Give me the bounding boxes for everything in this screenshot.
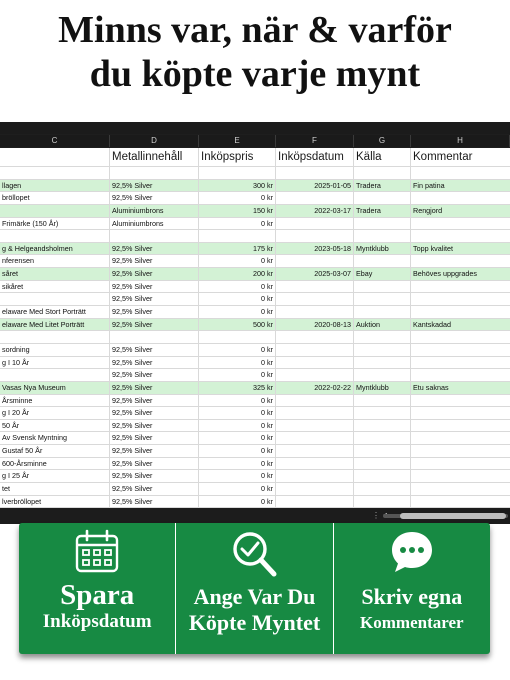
table-row bbox=[0, 470, 510, 483]
table-row bbox=[0, 395, 510, 408]
feature-subtitle: Inköpsdatum bbox=[42, 611, 152, 632]
table-row bbox=[0, 192, 510, 205]
table-row bbox=[0, 293, 510, 306]
table-cell[interactable]: Auktion bbox=[354, 319, 411, 331]
table-cell[interactable]: 0 kr bbox=[199, 369, 276, 381]
table-cell[interactable]: g I 10 År bbox=[0, 357, 110, 369]
table-cell[interactable]: 92,5% Silver bbox=[110, 395, 199, 407]
table-cell[interactable] bbox=[354, 432, 411, 444]
table-cell[interactable] bbox=[276, 395, 354, 407]
table-cell[interactable]: 92,5% Silver bbox=[110, 496, 199, 508]
table-cell[interactable]: Myntklubb bbox=[354, 243, 411, 255]
table-cell[interactable]: 0 kr bbox=[199, 293, 276, 305]
table-cell[interactable]: 2025-03-07 bbox=[276, 268, 354, 280]
table-row bbox=[0, 306, 510, 319]
feature-comments bbox=[333, 523, 490, 654]
table-cell[interactable] bbox=[276, 281, 354, 293]
table-cell[interactable] bbox=[0, 369, 110, 381]
table-row bbox=[0, 243, 510, 256]
table-row bbox=[0, 205, 510, 218]
table-cell[interactable] bbox=[354, 458, 411, 470]
table-cell[interactable]: 2025-01-05 bbox=[276, 180, 354, 192]
table-cell[interactable]: 0 kr bbox=[199, 395, 276, 407]
table-cell[interactable] bbox=[276, 369, 354, 381]
table-row bbox=[0, 344, 510, 357]
table-cell[interactable]: 92,5% Silver bbox=[110, 180, 199, 192]
table-cell[interactable]: 325 kr bbox=[199, 382, 276, 394]
table-cell[interactable] bbox=[411, 281, 510, 293]
table-cell[interactable] bbox=[411, 192, 510, 204]
features-banner bbox=[19, 523, 490, 654]
table-row bbox=[0, 445, 510, 458]
header-cell[interactable]: Metallinnehåll bbox=[110, 148, 199, 166]
table-cell[interactable]: 200 kr bbox=[199, 268, 276, 280]
table-cell[interactable] bbox=[354, 306, 411, 318]
table-cell[interactable]: 0 kr bbox=[199, 255, 276, 267]
table-cell[interactable]: 150 kr bbox=[199, 205, 276, 217]
feature-title: Spara bbox=[60, 579, 135, 611]
feature-subtitle: Kommentarer bbox=[360, 613, 464, 632]
table-cell[interactable]: Topp kvalitet bbox=[413, 243, 453, 253]
feature-save-date bbox=[19, 523, 175, 654]
table-cell[interactable]: 92,5% Silver bbox=[110, 306, 199, 318]
table-cell[interactable] bbox=[411, 230, 510, 242]
table-cell[interactable] bbox=[276, 357, 354, 369]
scrollbar-thumb[interactable] bbox=[400, 513, 506, 519]
table-cell[interactable] bbox=[276, 407, 354, 419]
column-letter[interactable]: D bbox=[110, 135, 199, 147]
table-cell[interactable] bbox=[110, 167, 199, 179]
table-cell[interactable]: 92,5% Silver bbox=[110, 445, 199, 457]
table-row bbox=[0, 458, 510, 471]
column-letter[interactable]: F bbox=[276, 135, 354, 147]
table-cell[interactable]: 2020-08-13 bbox=[276, 319, 354, 331]
table-cell[interactable]: Fin patina bbox=[413, 180, 445, 190]
table-cell[interactable]: 0 kr bbox=[199, 192, 276, 204]
table-cell[interactable] bbox=[411, 255, 510, 267]
table-cell[interactable] bbox=[354, 344, 411, 356]
table-cell[interactable]: g I 20 År bbox=[0, 407, 110, 419]
table-cell[interactable]: tet bbox=[0, 483, 110, 495]
table-cell[interactable] bbox=[199, 230, 276, 242]
table-cell[interactable] bbox=[199, 167, 276, 179]
table-cell[interactable] bbox=[354, 470, 411, 482]
table-cell[interactable]: 2022-02-22 bbox=[276, 382, 354, 394]
table-cell[interactable]: sikåret bbox=[0, 281, 110, 293]
table-cell[interactable] bbox=[354, 395, 411, 407]
table-cell[interactable]: Tradera bbox=[354, 205, 411, 217]
table-cell[interactable] bbox=[110, 331, 199, 343]
table-cell[interactable]: Av Svensk Myntning bbox=[0, 432, 110, 444]
table-cell[interactable] bbox=[276, 218, 354, 230]
table-cell[interactable]: llagen bbox=[0, 180, 110, 192]
table-cell[interactable] bbox=[276, 432, 354, 444]
table-row bbox=[0, 432, 510, 445]
table-cell[interactable]: Rengjord bbox=[413, 205, 443, 215]
table-cell[interactable] bbox=[354, 281, 411, 293]
table-cell[interactable]: Kantskadad bbox=[413, 319, 451, 329]
table-cell[interactable] bbox=[411, 445, 510, 457]
table-cell[interactable]: 0 kr bbox=[199, 218, 276, 230]
table-row bbox=[0, 483, 510, 496]
table-cell[interactable]: 0 kr bbox=[199, 496, 276, 508]
table-cell[interactable] bbox=[354, 357, 411, 369]
table-cell[interactable]: g & Helgeandsholmen bbox=[0, 243, 110, 255]
table-cell[interactable]: Myntklubb bbox=[354, 382, 411, 394]
table-cell[interactable]: 92,5% Silver bbox=[110, 243, 199, 255]
table-row bbox=[0, 496, 510, 508]
header-cell[interactable]: Inköpspris bbox=[199, 148, 276, 166]
table-cell[interactable] bbox=[276, 458, 354, 470]
table-cell[interactable]: Frimärke (150 År) bbox=[0, 218, 110, 230]
table-cell[interactable]: 92,5% Silver bbox=[110, 268, 199, 280]
feature-purchase-place bbox=[175, 523, 332, 654]
feature-title: Skriv egna bbox=[361, 584, 463, 609]
table-cell[interactable]: 50 År bbox=[0, 420, 110, 432]
table-cell[interactable]: Gustaf 50 År bbox=[0, 445, 110, 457]
table-cell[interactable] bbox=[276, 445, 354, 457]
table-cell[interactable] bbox=[276, 420, 354, 432]
table-cell[interactable] bbox=[411, 369, 510, 381]
table-cell[interactable]: 92,5% Silver bbox=[110, 281, 199, 293]
table-cell[interactable] bbox=[411, 293, 510, 305]
table-row bbox=[0, 281, 510, 294]
table-cell[interactable]: g I 25 År bbox=[0, 470, 110, 482]
table-cell[interactable] bbox=[411, 420, 510, 432]
table-row bbox=[0, 420, 510, 433]
table-cell[interactable]: 0 kr bbox=[199, 281, 276, 293]
table-row bbox=[0, 357, 510, 370]
headline-line-1: Minns var, när & varför bbox=[58, 9, 452, 51]
table-row bbox=[0, 218, 510, 231]
table-cell[interactable]: 0 kr bbox=[199, 344, 276, 356]
table-cell[interactable] bbox=[0, 293, 110, 305]
table-cell[interactable] bbox=[276, 483, 354, 495]
table-row bbox=[0, 319, 510, 332]
table-row bbox=[0, 407, 510, 420]
table-cell[interactable]: Ebay bbox=[354, 268, 411, 280]
table-cell[interactable]: 0 kr bbox=[199, 407, 276, 419]
table-cell[interactable] bbox=[276, 344, 354, 356]
table-cell[interactable]: 0 kr bbox=[199, 458, 276, 470]
header-cell[interactable]: Källa bbox=[354, 148, 411, 166]
table-cell[interactable]: Vasas Nya Museum bbox=[0, 382, 110, 394]
column-letter[interactable]: G bbox=[354, 135, 411, 147]
table-cell[interactable] bbox=[411, 167, 510, 179]
feature-subtitle: Köpte Myntet bbox=[188, 610, 321, 635]
table-cell[interactable] bbox=[354, 255, 411, 267]
calendar-icon bbox=[73, 529, 121, 575]
spreadsheet-grid[interactable] bbox=[0, 148, 510, 508]
table-cell[interactable] bbox=[0, 230, 110, 242]
table-cell[interactable]: 92,5% Silver bbox=[110, 470, 199, 482]
table-cell[interactable]: 0 kr bbox=[199, 306, 276, 318]
table-cell[interactable]: 92,5% Silver bbox=[110, 420, 199, 432]
table-cell[interactable]: 92,5% Silver bbox=[110, 255, 199, 267]
table-cell[interactable]: 0 kr bbox=[199, 432, 276, 444]
table-cell[interactable] bbox=[0, 205, 110, 217]
table-cell[interactable] bbox=[411, 432, 510, 444]
table-cell[interactable]: bröllopet bbox=[0, 192, 110, 204]
table-cell[interactable]: 0 kr bbox=[199, 445, 276, 457]
table-cell[interactable] bbox=[354, 420, 411, 432]
table-cell[interactable] bbox=[354, 331, 411, 343]
table-cell[interactable] bbox=[411, 218, 510, 230]
table-row bbox=[0, 167, 510, 180]
table-cell[interactable] bbox=[354, 218, 411, 230]
table-row bbox=[0, 382, 510, 395]
sheet-top-strip bbox=[0, 122, 510, 134]
table-cell[interactable]: sordning bbox=[0, 344, 110, 356]
table-cell[interactable] bbox=[354, 496, 411, 508]
table-cell[interactable]: 0 kr bbox=[199, 483, 276, 495]
horizontal-scrollbar-area bbox=[0, 508, 510, 524]
table-cell[interactable]: 300 kr bbox=[199, 180, 276, 192]
table-cell[interactable] bbox=[276, 470, 354, 482]
table-cell[interactable] bbox=[411, 483, 510, 495]
table-cell[interactable]: Aluminiumbrons bbox=[110, 218, 199, 230]
table-cell[interactable] bbox=[354, 192, 411, 204]
header-cell[interactable]: Inköpsdatum bbox=[276, 148, 354, 166]
table-cell[interactable]: lverbröllopet bbox=[0, 496, 110, 508]
table-row bbox=[0, 369, 510, 382]
table-cell[interactable] bbox=[411, 395, 510, 407]
chat-bubble-icon bbox=[389, 529, 435, 575]
table-cell[interactable]: 92,5% Silver bbox=[110, 192, 199, 204]
table-cell[interactable]: 600-Årsminne bbox=[0, 458, 110, 470]
table-cell[interactable]: 92,5% Silver bbox=[110, 319, 199, 331]
table-cell[interactable] bbox=[276, 496, 354, 508]
table-cell[interactable] bbox=[0, 331, 110, 343]
table-cell[interactable] bbox=[276, 230, 354, 242]
table-cell[interactable]: 92,5% Silver bbox=[110, 357, 199, 369]
table-row bbox=[0, 268, 510, 281]
table-cell[interactable]: såret bbox=[0, 268, 110, 280]
column-letter[interactable]: H bbox=[411, 135, 510, 147]
table-cell[interactable] bbox=[276, 192, 354, 204]
table-cell[interactable]: 92,5% Silver bbox=[110, 369, 199, 381]
table-cell[interactable] bbox=[354, 483, 411, 495]
table-cell[interactable] bbox=[354, 407, 411, 419]
table-cell[interactable]: 500 kr bbox=[199, 319, 276, 331]
table-cell[interactable]: 92,5% Silver bbox=[110, 407, 199, 419]
table-cell[interactable] bbox=[276, 331, 354, 343]
table-cell[interactable] bbox=[110, 230, 199, 242]
table-cell[interactable] bbox=[276, 306, 354, 318]
table-cell[interactable] bbox=[411, 344, 510, 356]
header-cell[interactable] bbox=[0, 148, 110, 166]
table-cell[interactable] bbox=[411, 407, 510, 419]
table-cell[interactable]: 2022-03-17 bbox=[276, 205, 354, 217]
table-cell[interactable] bbox=[354, 293, 411, 305]
table-cell[interactable]: Behöves uppgrades bbox=[413, 269, 477, 279]
header-cell[interactable]: Kommentar bbox=[413, 151, 473, 163]
headline bbox=[0, 8, 510, 96]
table-row bbox=[0, 331, 510, 344]
table-cell[interactable]: 92,5% Silver bbox=[110, 483, 199, 495]
table-cell[interactable]: 92,5% Silver bbox=[110, 458, 199, 470]
table-cell[interactable]: nferensen bbox=[0, 255, 110, 267]
table-cell[interactable]: 0 kr bbox=[199, 420, 276, 432]
table-cell[interactable] bbox=[354, 167, 411, 179]
table-cell[interactable]: Tradera bbox=[354, 180, 411, 192]
sheet-options-icon[interactable]: ⋮ bbox=[372, 511, 381, 520]
table-cell[interactable]: 92,5% Silver bbox=[110, 293, 199, 305]
column-letter-header bbox=[0, 135, 510, 147]
table-header-row bbox=[0, 148, 510, 167]
table-cell[interactable] bbox=[199, 331, 276, 343]
table-cell[interactable] bbox=[411, 306, 510, 318]
table-cell[interactable]: elaware Med Stort Porträtt bbox=[0, 306, 110, 318]
table-cell[interactable] bbox=[354, 369, 411, 381]
table-cell[interactable] bbox=[354, 445, 411, 457]
table-cell[interactable] bbox=[354, 230, 411, 242]
table-cell[interactable]: 0 kr bbox=[199, 470, 276, 482]
magnifier-check-icon bbox=[229, 529, 279, 579]
table-cell[interactable] bbox=[276, 167, 354, 179]
table-row bbox=[0, 180, 510, 193]
feature-title: Ange Var Du bbox=[193, 584, 316, 609]
table-cell[interactable]: 92,5% Silver bbox=[110, 382, 199, 394]
table-cell[interactable]: 175 kr bbox=[199, 243, 276, 255]
table-cell[interactable]: 0 kr bbox=[199, 357, 276, 369]
table-cell[interactable] bbox=[411, 470, 510, 482]
table-cell[interactable] bbox=[411, 458, 510, 470]
table-cell[interactable]: 92,5% Silver bbox=[110, 432, 199, 444]
table-cell[interactable]: 2023-05-18 bbox=[276, 243, 354, 255]
table-cell[interactable] bbox=[0, 167, 110, 179]
table-cell[interactable] bbox=[411, 496, 510, 508]
headline-line-2: du köpte varje mynt bbox=[89, 53, 421, 95]
table-row bbox=[0, 230, 510, 243]
table-cell[interactable] bbox=[411, 357, 510, 369]
table-cell[interactable] bbox=[411, 331, 510, 343]
column-letter[interactable]: C bbox=[0, 135, 110, 147]
table-cell[interactable]: Aluminiumbrons bbox=[110, 205, 199, 217]
table-cell[interactable]: Årsminne bbox=[0, 395, 110, 407]
column-letter[interactable]: E bbox=[199, 135, 276, 147]
table-cell[interactable]: elaware Med Litet Porträtt bbox=[0, 319, 110, 331]
table-cell[interactable] bbox=[276, 293, 354, 305]
table-cell[interactable]: 92,5% Silver bbox=[110, 344, 199, 356]
table-cell[interactable] bbox=[276, 255, 354, 267]
spreadsheet-window bbox=[0, 122, 510, 524]
table-cell[interactable]: Etu saknas bbox=[413, 382, 449, 392]
table-row bbox=[0, 255, 510, 268]
